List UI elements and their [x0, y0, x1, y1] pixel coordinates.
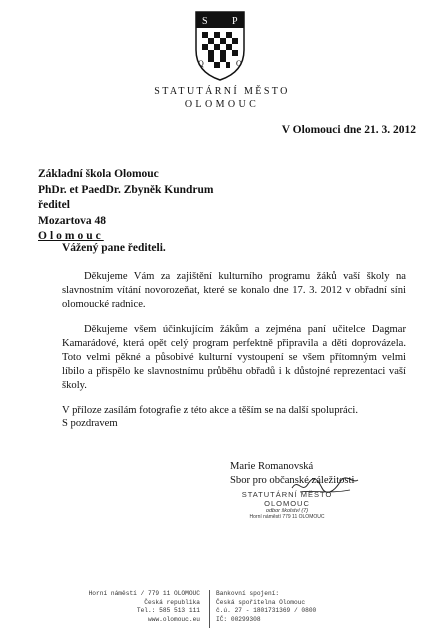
crest-letter-q: Q — [198, 59, 204, 68]
recipient-school: Základní škola Olomouc — [38, 168, 159, 180]
crest-letter-s: S — [202, 16, 208, 27]
recipient-name: PhDr. et PaedDr. Zbyněk Kundrum — [38, 183, 214, 196]
signatory-department: Sbor pro občanské záležitosti — [230, 475, 355, 486]
crest-letter-p: P — [232, 16, 238, 27]
stamp-line1: STATUTÁRNÍ MĚSTO — [241, 490, 333, 499]
letter-body — [62, 270, 406, 428]
footer-ico: IČ: 00299308 — [216, 615, 261, 623]
signatory-name: Marie Romanovská — [230, 461, 314, 472]
recipient-city: Olomouc — [38, 230, 104, 242]
footer-contact — [89, 590, 200, 624]
stamp-line3: odbor školství (7) — [265, 508, 309, 514]
footer-bank-account: č.ú. 27 - 1801731369 / 0800 — [216, 607, 317, 614]
footer-bank-title: Bankovní spojení: — [216, 590, 280, 597]
body-paragraph-2: Děkujeme všem účinkujícím žákům a zejména paní učitelce Dagmar Kamarádové, která opět celý program perfektně připravila a děti doprovázela. Toto velmi pěkné a působivé kulturní vystoupení se všem přítomným velmi líbilo a přispělo ke slavnostnímu průběhu obřadů i k důstojné reprezentaci vaší školy. — [62, 323, 406, 392]
recipient-title: ředitel — [38, 199, 70, 211]
footer-address: Horní náměstí / 779 11 OLOMOUC — [88, 590, 200, 597]
footer-country: Česká republika — [144, 598, 200, 606]
footer-bank — [216, 590, 316, 624]
recipient-address — [38, 167, 214, 245]
letter-footer — [0, 590, 444, 634]
footer-website: www.olomouc.eu — [148, 615, 200, 623]
salutation: Vážený pane řediteli. — [62, 242, 166, 254]
closing: S pozdravem — [62, 418, 118, 429]
official-stamp — [232, 490, 342, 530]
city-name-line1: STATUTÁRNÍ MĚSTO — [154, 86, 290, 97]
crest-letter-o: O — [236, 59, 242, 68]
recipient-street: Mozartova 48 — [38, 214, 107, 227]
footer-divider — [209, 590, 210, 628]
letter-date: V Olomouci dne 21. 3. 2012 — [281, 124, 416, 136]
footer-phone: Tel.: 585 513 111 — [136, 607, 200, 614]
footer-bank-name: Česká spořitelna Olomouc — [216, 598, 306, 606]
body-paragraph-1: Děkujeme Vám za zajištění kulturního programu žáků vaší školy na slavnostním vítání novorozeňat, které se konalo dne 17. 3. 2012 v obřadní síni olomoucké radnice. — [62, 271, 406, 311]
stamp-line2: OLOMOUC — [264, 499, 310, 508]
body-paragraph-3: V příloze zasílám fotografie z této akce a těším se na další spolupráci. — [62, 404, 359, 416]
city-name-line2: OLOMOUC — [184, 99, 260, 110]
city-crest-icon — [194, 10, 246, 82]
stamp-line4: Horní náměstí 779 11 OLOMOUC — [249, 514, 325, 520]
